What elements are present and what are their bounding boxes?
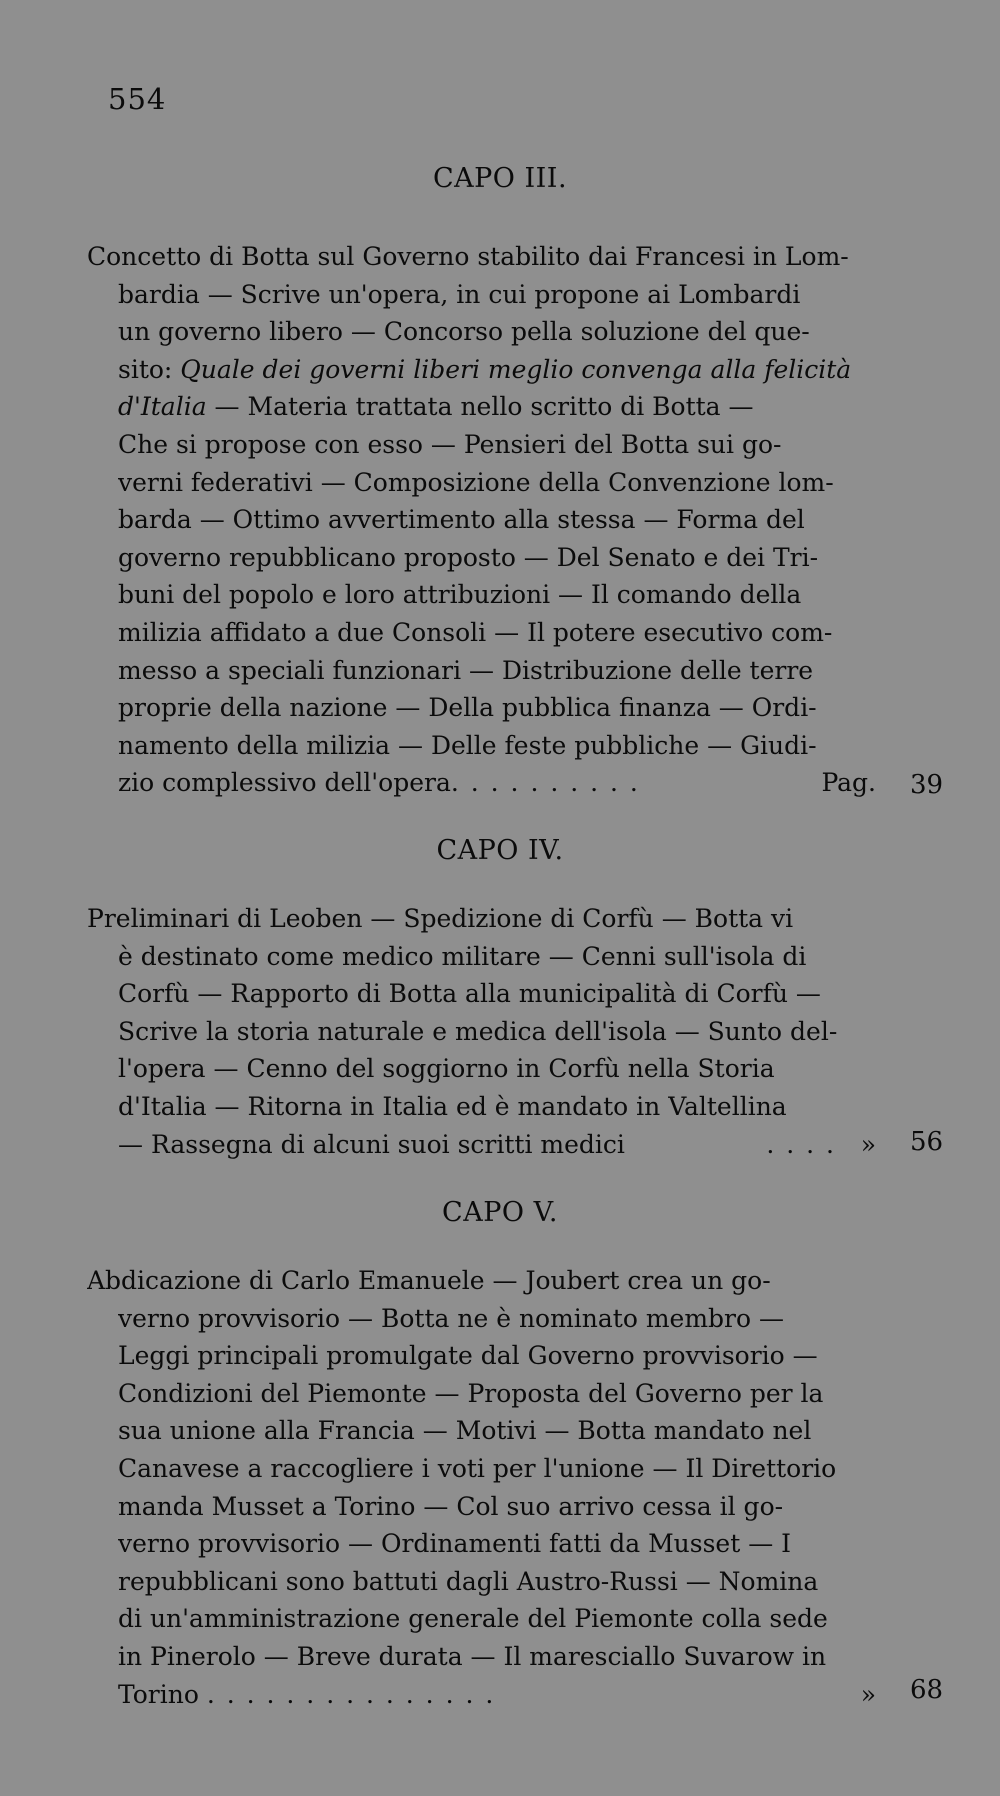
summary-line xyxy=(118,1126,876,1164)
summary-line: Canavese a raccogliere i voti per l'unione — Il Direttorio xyxy=(118,1453,837,1483)
summary-text: zio complessivo dell'opera xyxy=(118,768,451,798)
summary-line: buni del popolo e loro attribuzioni — Il comando della xyxy=(118,580,802,610)
summary-line: bardia — Scrive un'opera, in cui propone ai Lombardi xyxy=(118,279,801,309)
summary-line: manda Musset a Torino — Col suo arrivo cessa il go- xyxy=(118,1491,784,1521)
italic-title: d'Italia xyxy=(118,392,207,422)
page-ref-number: 56 xyxy=(910,1127,944,1157)
summary-line: namento della milizia — Delle feste pubbliche — Giudi- xyxy=(118,730,817,760)
summary-line: Scrive la storia naturale e medica dell'isola — Sunto del- xyxy=(118,1016,838,1046)
summary-line: barda — Ottimo avvertimento alla stessa — Forma del xyxy=(118,505,805,535)
summary-line: repubblicani sono battuti dagli Austro-Russi — Nomina xyxy=(118,1566,819,1596)
summary-line: Abdicazione di Carlo Emanuele — Joubert crea un go- xyxy=(87,1266,771,1295)
summary-line: governo repubblicano proposto — Del Senato e dei Tri- xyxy=(118,542,819,572)
summary-line: milizia affidato a due Consoli — Il potere esecutivo com- xyxy=(118,617,833,647)
chapter-title: CAPO III. xyxy=(432,163,568,194)
page-number: 554 xyxy=(108,82,167,116)
summary-line: sua unione alla Francia — Motivi — Botta mandato nel xyxy=(118,1416,812,1446)
summary-line: un governo libero — Concorso pella soluzione del que- xyxy=(118,317,810,347)
summary-line: d'Italia — Ritorna in Italia ed è mandato in Valtellina xyxy=(118,1091,787,1121)
summary-text: sito: xyxy=(118,354,181,384)
page-ref-number: 39 xyxy=(910,770,944,800)
summary-line: Condizioni del Piemonte — Proposta del Governo per la xyxy=(118,1378,824,1408)
summary-text: — Rassegna di alcuni suoi scritti medici xyxy=(118,1129,625,1159)
summary-line xyxy=(118,764,876,802)
summary-line xyxy=(118,351,876,389)
chapter-summary xyxy=(87,900,876,1163)
summary-text: — Materia trattata nello scritto di Botta — xyxy=(206,392,754,422)
summary-line: in Pinerolo — Breve durata — Il maresciallo Suvarow in xyxy=(118,1641,827,1671)
chapter-title: CAPO IV. xyxy=(436,835,564,866)
ditto-mark: » xyxy=(860,1129,876,1159)
chapter-title: CAPO V. xyxy=(442,1197,558,1228)
summary-line: l'opera — Cenno del soggiorno in Corfù nella Storia xyxy=(118,1054,775,1084)
summary-line: Corfù — Rapporto di Botta alla municipalità di Corfù — xyxy=(118,979,821,1009)
summary-line: Leggi principali promulgate dal Governo provvisorio — xyxy=(118,1341,818,1371)
summary-line: proprie della nazione — Della pubblica finanza — Ordi- xyxy=(118,693,817,723)
ditto-mark: » xyxy=(860,1679,876,1709)
summary-line: di un'amministrazione generale del Piemonte colla sede xyxy=(118,1604,828,1634)
page-ref-number: 68 xyxy=(910,1675,944,1705)
summary-line xyxy=(118,388,876,426)
summary-line: verni federativi — Composizione della Convenzione lom- xyxy=(118,467,834,497)
summary-line: Che si propose con esso — Pensieri del Botta sui go- xyxy=(118,429,782,459)
summary-line xyxy=(118,1676,876,1714)
leader-dots: . . . . xyxy=(766,1129,836,1159)
summary-text: Torino xyxy=(118,1679,199,1709)
summary-line: Preliminari di Leoben — Spedizione di Corfù — Botta vi xyxy=(87,904,794,933)
leader-dots: . . . . . . . . . . . . . . . xyxy=(206,1679,496,1709)
summary-line: verno provvisorio — Botta ne è nominato membro — xyxy=(118,1303,785,1333)
leader-dots: . . . . . . . . . . xyxy=(450,768,640,798)
summary-line: è destinato come medico militare — Cenni sull'isola di xyxy=(118,941,807,971)
summary-line: Concetto di Botta sul Governo stabilito dai Francesi in Lom- xyxy=(87,242,849,271)
page-ref-label: Pag. xyxy=(821,768,876,798)
italic-title: Quale dei governi liberi meglio convenga alla felicità xyxy=(180,354,852,384)
summary-line: verno provvisorio — Ordinamenti fatti da Musset — I xyxy=(118,1529,792,1559)
summary-line: messo a speciali funzionari — Distribuzione delle terre xyxy=(118,655,814,685)
chapter-summary xyxy=(87,1262,876,1713)
chapter-summary xyxy=(87,238,876,802)
